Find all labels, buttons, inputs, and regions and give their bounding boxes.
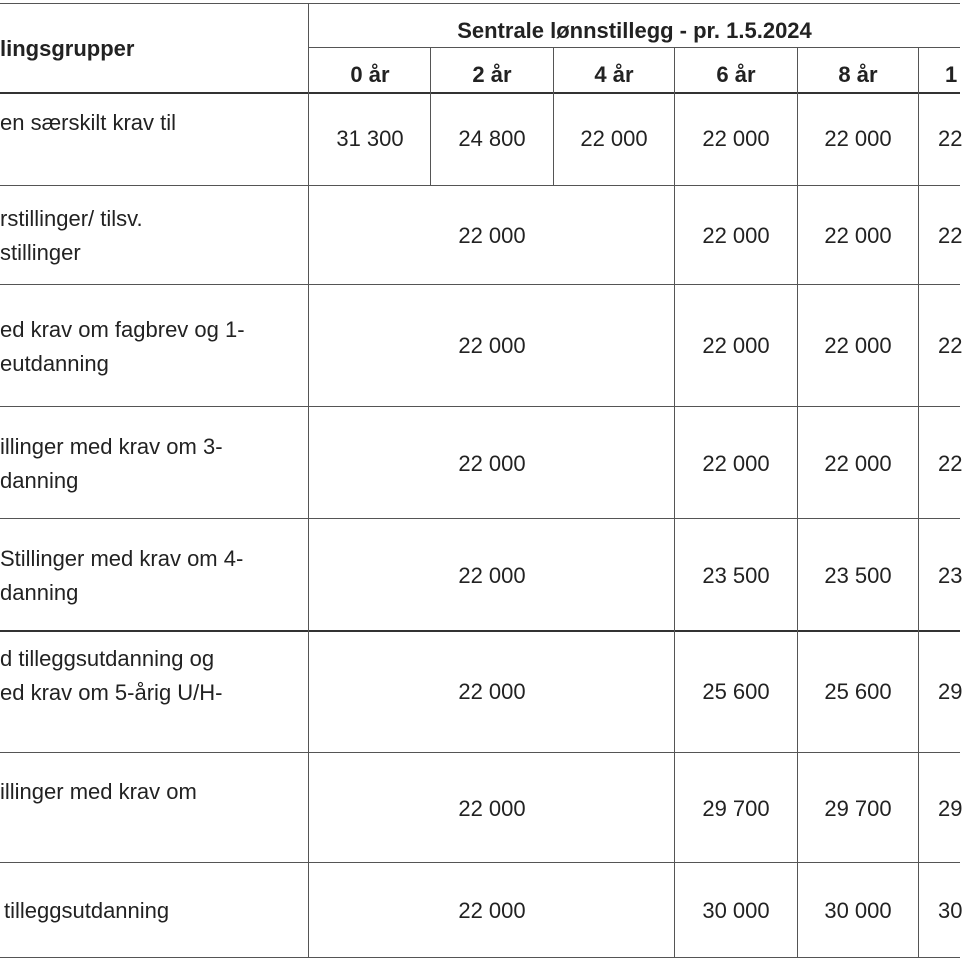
- year-header-6: 6 år: [716, 62, 756, 87]
- row-label: Stillinger med krav om 4-: [0, 546, 244, 571]
- grid-line: [0, 92, 960, 94]
- table-cell: 22 000: [702, 333, 770, 358]
- grid-line: [0, 185, 960, 186]
- grid-line: [0, 862, 960, 863]
- table-cell: 29 700: [824, 796, 892, 821]
- table-cell: 22 000: [458, 333, 526, 358]
- row-label: stillinger: [0, 240, 81, 265]
- table-cell: 22 000: [824, 451, 892, 476]
- row-label: illinger med krav om: [0, 779, 197, 804]
- row-label: illinger med krav om 3-: [0, 434, 223, 459]
- table-cell: 23: [938, 563, 962, 588]
- grid-line: [0, 957, 960, 958]
- row-label: en særskilt krav til: [0, 110, 177, 135]
- table-cell: 30 000: [702, 898, 770, 923]
- table-cell: 22 000: [580, 126, 648, 151]
- table-cell: 22 000: [824, 333, 892, 358]
- section-title: Sentrale lønnstillegg - pr. 1.5.2024: [457, 18, 812, 43]
- table-cell: 22 000: [458, 451, 526, 476]
- grid-line: [0, 406, 960, 407]
- table-cell: 29: [938, 796, 962, 821]
- row-label: eutdanning: [0, 351, 109, 376]
- table-cell: 23 500: [702, 563, 770, 588]
- grid-line: [0, 518, 960, 519]
- table-cell: 22: [938, 451, 962, 476]
- table-cell: 23 500: [824, 563, 892, 588]
- row-label: ed krav om fagbrev og 1-: [0, 317, 245, 342]
- table-cell: 29: [938, 679, 962, 704]
- table-cell: 25 600: [702, 679, 770, 704]
- year-header-4: 4 år: [594, 62, 634, 87]
- table-cell: 22 000: [824, 126, 892, 151]
- table-cell: 25 600: [824, 679, 892, 704]
- row-label: rstillinger/ tilsv.: [0, 206, 143, 231]
- grid-line: [0, 3, 960, 4]
- table-cell: 22 000: [458, 679, 526, 704]
- year-header-8: 8 år: [838, 62, 878, 87]
- table-cell: 24 800: [458, 126, 526, 151]
- table-cell: 22 000: [824, 223, 892, 248]
- group-column-header: lingsgrupper: [0, 36, 135, 61]
- table-cell: 22 000: [702, 223, 770, 248]
- table-cell: 29 700: [702, 796, 770, 821]
- table-cell: 22 000: [458, 563, 526, 588]
- year-header-0: 0 år: [350, 62, 390, 87]
- table-cell: 30 000: [824, 898, 892, 923]
- year-header-10: 1: [945, 62, 958, 87]
- table-cell: 31 300: [336, 126, 404, 151]
- row-label: danning: [0, 580, 79, 605]
- table-cell: 22 000: [702, 126, 770, 151]
- grid-line: [0, 284, 960, 285]
- table-cell: 22 000: [458, 223, 526, 248]
- grid-line: [0, 630, 960, 632]
- row-label: danning: [0, 468, 79, 493]
- row-label: ed krav om 5-årig U/H-: [0, 680, 223, 705]
- grid-line: [0, 752, 960, 753]
- year-header-2: 2 år: [472, 62, 512, 87]
- table-cell: 22: [938, 333, 962, 358]
- row-label: d tilleggsutdanning og: [0, 646, 215, 671]
- row-label: tilleggsutdanning: [4, 898, 170, 923]
- table-cell: 30: [938, 898, 962, 923]
- table-cell: 22 000: [702, 451, 770, 476]
- table-cell: 22: [938, 223, 962, 248]
- table-cell: 22: [938, 126, 962, 151]
- table-cell: 22 000: [458, 796, 526, 821]
- table-cell: 22 000: [458, 898, 526, 923]
